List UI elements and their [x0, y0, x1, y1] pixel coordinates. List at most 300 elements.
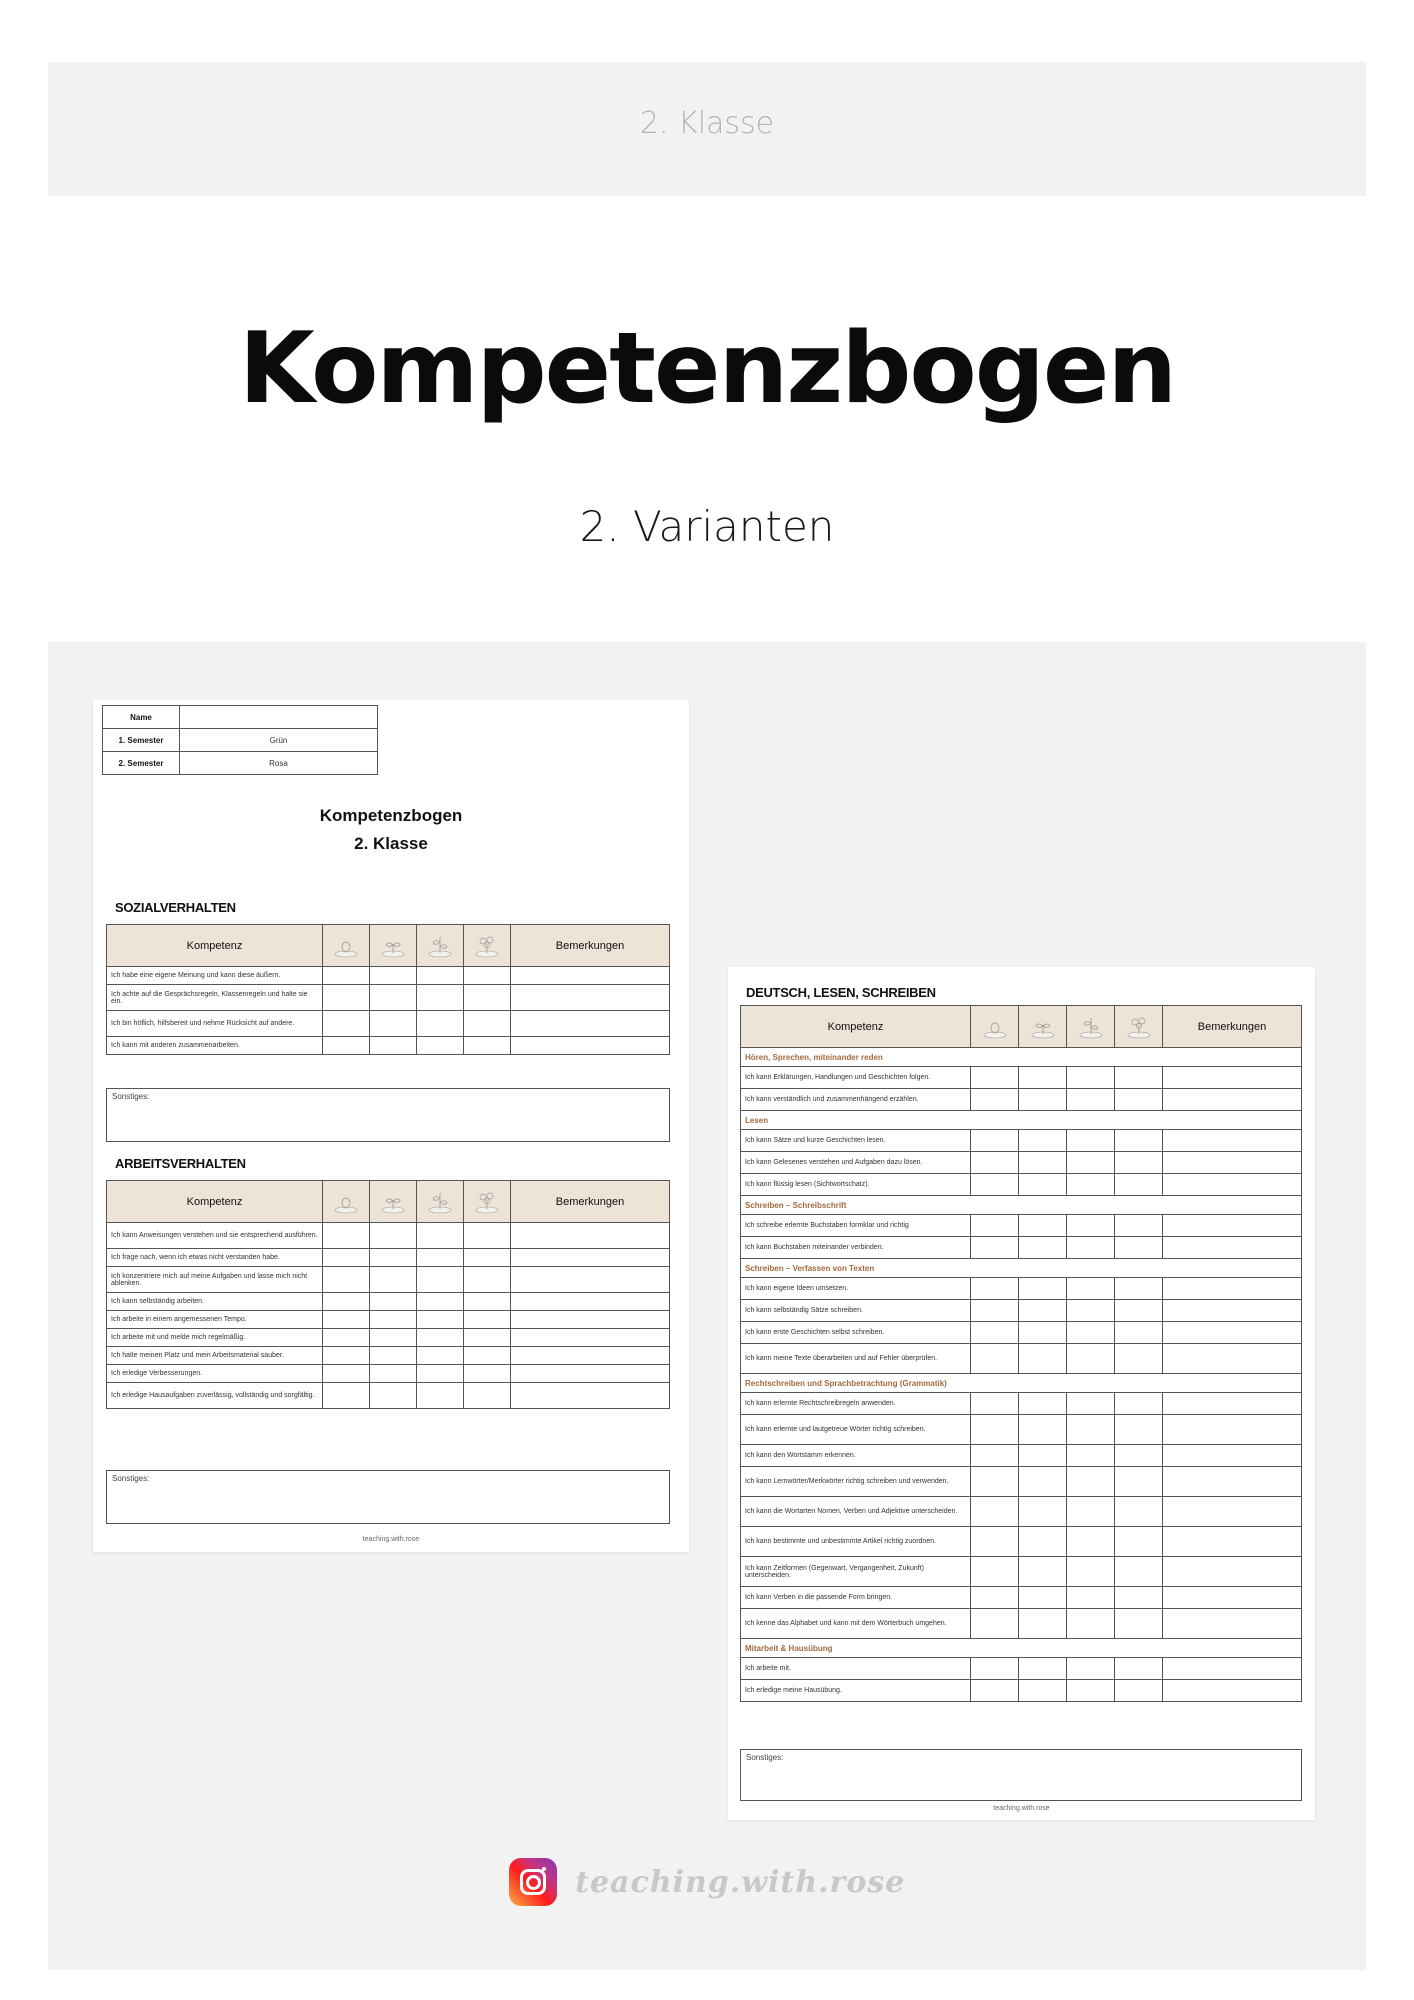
rating-cell: [1163, 1152, 1302, 1174]
category-row: [741, 1374, 1302, 1393]
table-row: [107, 1311, 670, 1329]
rating-cell: [1019, 1152, 1067, 1174]
rating-cell: [971, 1130, 1019, 1152]
name-table: [102, 705, 378, 775]
rating-cell: [1163, 1497, 1302, 1527]
rating-cell: [323, 1383, 370, 1409]
competence-text: Ich kann die Wortarten Nomen, Verben und Adjektive unterscheiden.: [741, 1497, 971, 1527]
rating-cell: [370, 1347, 417, 1365]
rating-cell: [971, 1322, 1019, 1344]
rating-cell: [971, 1527, 1019, 1557]
rating-cell: [1115, 1174, 1163, 1196]
competence-text: Ich arbeite mit.: [741, 1658, 971, 1680]
rating-cell: [1019, 1445, 1067, 1467]
category-row: [741, 1639, 1302, 1658]
rating-cell: [1067, 1557, 1115, 1587]
rating-cell: [1019, 1174, 1067, 1196]
rating-cell: [511, 967, 670, 985]
rating-cell: [417, 1011, 464, 1037]
rating-cell: [1019, 1322, 1067, 1344]
rating-cell: [1115, 1215, 1163, 1237]
rating-cell: [1019, 1415, 1067, 1445]
table-row: [741, 1237, 1302, 1259]
rating-cell: [1163, 1067, 1302, 1089]
grade-label: 2. Klasse: [639, 106, 775, 141]
german-rows: [741, 1048, 1302, 1702]
rating-cell: [511, 1293, 670, 1311]
sheet1-grade: 2. Klasse: [354, 834, 428, 853]
rating-cell: [1067, 1152, 1115, 1174]
table-row: [107, 1383, 670, 1409]
rating-cell: [1163, 1300, 1302, 1322]
rating-cell: [370, 1223, 417, 1249]
table-row: [107, 1365, 670, 1383]
table-row: [107, 1267, 670, 1293]
rating-cell: [1019, 1130, 1067, 1152]
rating-cell: [1115, 1130, 1163, 1152]
rating-cell: [1115, 1278, 1163, 1300]
competence-text: Ich kann eigene Ideen umsetzen.: [741, 1278, 971, 1300]
table-row: [741, 1067, 1302, 1089]
rating-cell: [417, 967, 464, 985]
rating-cell: [417, 1249, 464, 1267]
rating-cell: [1163, 1587, 1302, 1609]
sprout-icon: [370, 925, 417, 967]
rating-cell: [323, 1347, 370, 1365]
rating-cell: [971, 1300, 1019, 1322]
category-row: [741, 1048, 1302, 1067]
rating-cell: [1115, 1300, 1163, 1322]
rating-cell: [511, 1011, 670, 1037]
rating-cell: [1067, 1130, 1115, 1152]
rating-cell: [464, 985, 511, 1011]
rating-cell: [464, 1011, 511, 1037]
rating-cell: [464, 1329, 511, 1347]
rating-cell: [971, 1609, 1019, 1639]
flower-icon: [1115, 1006, 1163, 1048]
rating-cell: [323, 985, 370, 1011]
rating-cell: [1163, 1393, 1302, 1415]
rating-cell: [971, 1680, 1019, 1702]
category-row: [741, 1111, 1302, 1130]
work-rows: [107, 1223, 670, 1409]
rating-cell: [1163, 1344, 1302, 1374]
rating-cell: [464, 1037, 511, 1055]
competence-text: Ich kann Anweisungen verstehen und sie entsprechend ausführen.: [107, 1223, 323, 1249]
seed-icon: [971, 1006, 1019, 1048]
rating-cell: [1115, 1680, 1163, 1702]
rating-cell: [1019, 1067, 1067, 1089]
rating-cell: [1163, 1658, 1302, 1680]
competence-text: Ich kann flüssig lesen (Sichtwortschatz).: [741, 1174, 971, 1196]
rating-cell: [1115, 1152, 1163, 1174]
rating-cell: [1115, 1445, 1163, 1467]
table-row: [107, 1329, 670, 1347]
rating-cell: [1163, 1089, 1302, 1111]
table-row: [107, 1223, 670, 1249]
rating-cell: [1019, 1215, 1067, 1237]
section-heading: ARBEITSVERHALTEN: [115, 1156, 246, 1171]
rating-cell: [1115, 1067, 1163, 1089]
rating-cell: [1067, 1300, 1115, 1322]
rating-cell: [1115, 1497, 1163, 1527]
table-row: [741, 1300, 1302, 1322]
rating-cell: [1115, 1467, 1163, 1497]
table-row: [741, 1609, 1302, 1639]
rating-cell: [417, 1267, 464, 1293]
rating-cell: [971, 1658, 1019, 1680]
rating-cell: [1115, 1557, 1163, 1587]
rating-cell: [370, 967, 417, 985]
competence-text: Ich konzentriere mich auf meine Aufgaben und lasse mich nicht ablenken.: [107, 1267, 323, 1293]
semester1-label: 1. Semester: [103, 729, 180, 752]
rating-cell: [1163, 1609, 1302, 1639]
table-row: [741, 1174, 1302, 1196]
rating-cell: [1067, 1445, 1115, 1467]
name-value: [180, 706, 378, 729]
table-row: [107, 1037, 670, 1055]
rating-cell: [464, 1365, 511, 1383]
rating-cell: [464, 1311, 511, 1329]
col-competence: Kompetenz: [107, 925, 323, 967]
rating-cell: [1019, 1237, 1067, 1259]
rating-cell: [323, 1249, 370, 1267]
rating-cell: [511, 1329, 670, 1347]
rating-cell: [417, 985, 464, 1011]
section-heading: SOZIALVERHALTEN: [115, 900, 236, 915]
rating-cell: [1115, 1415, 1163, 1445]
plant-icon: [417, 1181, 464, 1223]
rating-cell: [971, 1174, 1019, 1196]
competence-text: Ich kann Sätze und kurze Geschichten lesen.: [741, 1130, 971, 1152]
rating-cell: [1163, 1445, 1302, 1467]
rating-cell: [370, 1383, 417, 1409]
col-competence: Kompetenz: [107, 1181, 323, 1223]
competence-text: Ich habe eine eigene Meinung und kann diese äußern.: [107, 967, 323, 985]
rating-cell: [1163, 1680, 1302, 1702]
table-row: [741, 1467, 1302, 1497]
rating-cell: [417, 1223, 464, 1249]
competence-text: Ich kann Gelesenes verstehen und Aufgaben dazu lösen.: [741, 1152, 971, 1174]
rating-cell: [511, 1347, 670, 1365]
rating-cell: [1067, 1174, 1115, 1196]
rating-cell: [1163, 1467, 1302, 1497]
rating-cell: [1067, 1497, 1115, 1527]
rating-cell: [1067, 1527, 1115, 1557]
social-competence-table: [106, 924, 670, 1055]
table-row: [741, 1557, 1302, 1587]
rating-cell: [464, 1347, 511, 1365]
rating-cell: [971, 1278, 1019, 1300]
competence-text: Ich achte auf die Gesprächsregeln, Klassenregeln und halte sie ein.: [107, 985, 323, 1011]
rating-cell: [370, 1011, 417, 1037]
rating-cell: [971, 1344, 1019, 1374]
sprout-icon: [370, 1181, 417, 1223]
rating-cell: [971, 1497, 1019, 1527]
table-row: [107, 967, 670, 985]
rating-cell: [1163, 1130, 1302, 1152]
table-row: [741, 1527, 1302, 1557]
table-row: [741, 1680, 1302, 1702]
rating-cell: [1067, 1587, 1115, 1609]
name-label: Name: [103, 706, 180, 729]
rating-cell: [971, 1415, 1019, 1445]
preview-sheet-german: [728, 967, 1315, 1820]
flower-icon: [464, 925, 511, 967]
seed-icon: [323, 1181, 370, 1223]
rating-cell: [323, 1223, 370, 1249]
competence-text: Ich erledige meine Hausübung.: [741, 1680, 971, 1702]
table-row: [741, 1215, 1302, 1237]
rating-cell: [971, 1467, 1019, 1497]
semester2-row: [103, 752, 378, 775]
semester2-value: Rosa: [180, 752, 378, 775]
rating-cell: [971, 1445, 1019, 1467]
rating-cell: [1163, 1278, 1302, 1300]
rating-cell: [464, 1293, 511, 1311]
rating-cell: [1115, 1344, 1163, 1374]
rating-cell: [370, 1311, 417, 1329]
rating-cell: [417, 1383, 464, 1409]
plant-icon: [1067, 1006, 1115, 1048]
rating-cell: [1163, 1527, 1302, 1557]
competence-text: Ich kann verständlich und zusammenhängend erzählen.: [741, 1089, 971, 1111]
rating-cell: [323, 1037, 370, 1055]
name-row: [103, 706, 378, 729]
competence-text: Ich kann Verben in die passende Form bringen.: [741, 1587, 971, 1609]
rating-cell: [1067, 1089, 1115, 1111]
table-row: [741, 1393, 1302, 1415]
category-label: Hören, Sprechen, miteinander reden: [741, 1048, 1302, 1067]
rating-cell: [417, 1329, 464, 1347]
rating-cell: [1115, 1609, 1163, 1639]
header-band: [48, 62, 1366, 196]
rating-cell: [511, 1249, 670, 1267]
table-row: [741, 1658, 1302, 1680]
rating-cell: [1019, 1497, 1067, 1527]
rating-cell: [1019, 1557, 1067, 1587]
rating-cell: [1019, 1344, 1067, 1374]
rating-cell: [1019, 1527, 1067, 1557]
rating-cell: [1163, 1215, 1302, 1237]
rating-cell: [1067, 1609, 1115, 1639]
table-row: [741, 1344, 1302, 1374]
rating-cell: [464, 1249, 511, 1267]
rating-cell: [1067, 1680, 1115, 1702]
rating-cell: [511, 1383, 670, 1409]
competence-text: Ich kann erlernte und lautgetreue Wörter richtig schreiben.: [741, 1415, 971, 1445]
category-row: [741, 1196, 1302, 1215]
rating-cell: [464, 1223, 511, 1249]
rating-cell: [1067, 1215, 1115, 1237]
col-competence: Kompetenz: [741, 1006, 971, 1048]
rating-cell: [971, 1587, 1019, 1609]
rating-cell: [511, 1223, 670, 1249]
category-label: Schreiben – Schreibschrift: [741, 1196, 1302, 1215]
table-row: [741, 1587, 1302, 1609]
rating-cell: [1115, 1322, 1163, 1344]
rating-cell: [1067, 1344, 1115, 1374]
instagram-icon: [509, 1858, 557, 1906]
table-row: [741, 1322, 1302, 1344]
rating-cell: [971, 1152, 1019, 1174]
rating-cell: [323, 1011, 370, 1037]
rating-cell: [323, 1365, 370, 1383]
rating-cell: [1163, 1415, 1302, 1445]
page-subtitle: 2. Varianten: [579, 502, 835, 551]
rating-cell: [1067, 1322, 1115, 1344]
plant-icon: [417, 925, 464, 967]
table-row: [107, 1011, 670, 1037]
sprout-icon: [1019, 1006, 1067, 1048]
competence-text: Ich kann bestimmte und unbestimmte Artikel richtig zuordnen.: [741, 1527, 971, 1557]
rating-cell: [1067, 1278, 1115, 1300]
competence-text: Ich erledige Verbesserungen.: [107, 1365, 323, 1383]
rating-cell: [417, 1311, 464, 1329]
instagram-handle: teaching.with.rose: [575, 1864, 906, 1900]
competence-text: Ich schreibe erlernte Buchstaben formklar und richtig: [741, 1215, 971, 1237]
rating-cell: [323, 1311, 370, 1329]
table-row: [107, 985, 670, 1011]
rating-cell: [1019, 1467, 1067, 1497]
table-row: [741, 1130, 1302, 1152]
rating-cell: [1019, 1658, 1067, 1680]
competence-text: Ich kann selbständig Sätze schreiben.: [741, 1300, 971, 1322]
competence-text: Ich kann Lernwörter/Merkwörter richtig schreiben und verwenden.: [741, 1467, 971, 1497]
competence-text: Ich kann erlernte Rechtschreibregeln anwenden.: [741, 1393, 971, 1415]
table-row: [107, 1249, 670, 1267]
semester1-value: Grün: [180, 729, 378, 752]
rating-cell: [323, 1293, 370, 1311]
rating-cell: [1163, 1322, 1302, 1344]
rating-cell: [1019, 1587, 1067, 1609]
rating-cell: [1163, 1237, 1302, 1259]
category-label: Schreiben – Verfassen von Texten: [741, 1259, 1302, 1278]
rating-cell: [417, 1293, 464, 1311]
col-remarks: Bemerkungen: [511, 1181, 670, 1223]
table-row: [741, 1445, 1302, 1467]
sheet1-title: Kompetenzbogen: [319, 806, 463, 825]
rating-cell: [464, 1267, 511, 1293]
rating-cell: [1115, 1527, 1163, 1557]
competence-text: Ich kann mit anderen zusammenarbeiten.: [107, 1037, 323, 1055]
sheet-credit: teaching.with.rose: [993, 1805, 1050, 1812]
rating-cell: [511, 1267, 670, 1293]
rating-cell: [971, 1237, 1019, 1259]
rating-cell: [1019, 1300, 1067, 1322]
rating-cell: [971, 1557, 1019, 1587]
seed-icon: [323, 925, 370, 967]
rating-cell: [464, 967, 511, 985]
rating-cell: [1067, 1393, 1115, 1415]
competence-text: Ich erledige Hausaufgaben zuverlässig, vollständig und sorgfältig.: [107, 1383, 323, 1409]
rating-cell: [370, 1267, 417, 1293]
rating-cell: [971, 1393, 1019, 1415]
rating-cell: [323, 1267, 370, 1293]
competence-text: Ich arbeite mit und melde mich regelmäßig.: [107, 1329, 323, 1347]
category-label: Lesen: [741, 1111, 1302, 1130]
rating-cell: [1115, 1587, 1163, 1609]
rating-cell: [370, 1249, 417, 1267]
rating-cell: [1163, 1174, 1302, 1196]
rating-cell: [1115, 1658, 1163, 1680]
table-row: [741, 1152, 1302, 1174]
german-competence-table: [740, 1005, 1302, 1702]
rating-cell: [370, 1293, 417, 1311]
rating-cell: [417, 1037, 464, 1055]
rating-cell: [464, 1383, 511, 1409]
notes-box: Sonstiges:: [106, 1470, 670, 1524]
rating-cell: [1067, 1415, 1115, 1445]
category-row: [741, 1259, 1302, 1278]
rating-cell: [1163, 1557, 1302, 1587]
page-title: Kompetenzbogen: [238, 312, 1176, 426]
rating-cell: [370, 1037, 417, 1055]
competence-text: Ich kann Erklärungen, Handlungen und Geschichten folgen.: [741, 1067, 971, 1089]
table-row: [741, 1278, 1302, 1300]
competence-text: Ich frage nach, wenn ich etwas nicht verstanden habe.: [107, 1249, 323, 1267]
preview-sheet-social-work: [93, 700, 689, 1552]
rating-cell: [1019, 1680, 1067, 1702]
rating-cell: [971, 1089, 1019, 1111]
rating-cell: [1019, 1393, 1067, 1415]
rating-cell: [1019, 1278, 1067, 1300]
rating-cell: [370, 985, 417, 1011]
col-remarks: Bemerkungen: [511, 925, 670, 967]
flower-icon: [464, 1181, 511, 1223]
competence-text: Ich kenne das Alphabet und kann mit dem Wörterbuch umgehen.: [741, 1609, 971, 1639]
rating-cell: [323, 1329, 370, 1347]
semester2-label: 2. Semester: [103, 752, 180, 775]
competence-text: Ich kann meine Texte überarbeiten und auf Fehler überprüfen.: [741, 1344, 971, 1374]
work-competence-table: [106, 1180, 670, 1409]
social-rows: [107, 967, 670, 1055]
table-row: [107, 1293, 670, 1311]
rating-cell: [511, 1311, 670, 1329]
category-label: Rechtschreiben und Sprachbetrachtung (Grammatik): [741, 1374, 1302, 1393]
competence-text: Ich bin höflich, hilfsbereit und nehme Rücksicht auf andere.: [107, 1011, 323, 1037]
rating-cell: [1067, 1658, 1115, 1680]
sheet-credit: teaching.with.rose: [362, 1536, 420, 1543]
rating-cell: [511, 985, 670, 1011]
table-row: [107, 1347, 670, 1365]
rating-cell: [511, 1037, 670, 1055]
notes-box: Sonstiges:: [740, 1749, 1302, 1801]
rating-cell: [1115, 1393, 1163, 1415]
table-row: [741, 1497, 1302, 1527]
competence-text: Ich kann selbständig arbeiten.: [107, 1293, 323, 1311]
competence-text: Ich arbeite in einem angemessenen Tempo.: [107, 1311, 323, 1329]
competence-text: Ich kann Buchstaben miteinander verbinden.: [741, 1237, 971, 1259]
rating-cell: [370, 1329, 417, 1347]
semester1-row: [103, 729, 378, 752]
section-heading: DEUTSCH, LESEN, SCHREIBEN: [746, 985, 936, 1000]
rating-cell: [370, 1365, 417, 1383]
rating-cell: [323, 967, 370, 985]
competence-text: Ich kann Zeitformen (Gegenwart, Vergangenheit, Zukunft) unterscheiden.: [741, 1557, 971, 1587]
rating-cell: [1067, 1237, 1115, 1259]
rating-cell: [1067, 1067, 1115, 1089]
competence-text: Ich kann erste Geschichten selbst schreiben.: [741, 1322, 971, 1344]
rating-cell: [417, 1347, 464, 1365]
rating-cell: [417, 1365, 464, 1383]
table-row: [741, 1415, 1302, 1445]
col-remarks: Bemerkungen: [1163, 1006, 1302, 1048]
competence-text: Ich kann den Wortstamm erkennen.: [741, 1445, 971, 1467]
table-row: [741, 1089, 1302, 1111]
notes-box: Sonstiges:: [106, 1088, 670, 1142]
footer: [0, 1858, 1414, 1906]
